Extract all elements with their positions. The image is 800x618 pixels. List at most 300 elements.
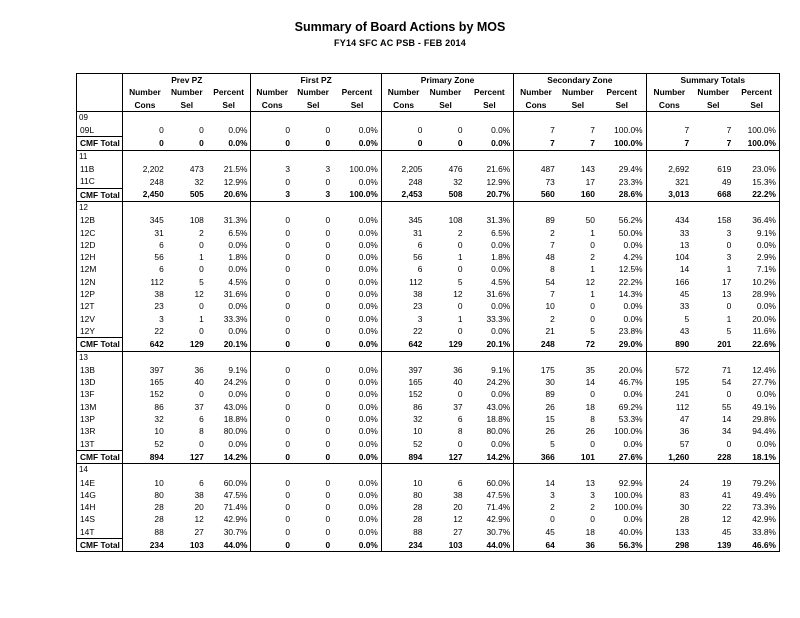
value-cell: 56 (154, 252, 164, 263)
mos-label: 13F (77, 388, 123, 400)
value-cell: 0.0% (207, 388, 251, 400)
value-cell: 0.0% (466, 325, 514, 338)
value-cell: 1 (199, 313, 204, 324)
value-cell: 6 (457, 414, 463, 425)
value-cell: 9.1% (466, 364, 514, 376)
empty-cell (734, 351, 779, 364)
empty-cell (692, 351, 734, 364)
value-cell: 52 (413, 438, 423, 449)
value-cell: 0 (325, 401, 331, 412)
total-value-cell: 0 (293, 137, 333, 150)
value-cell: 37 (453, 401, 463, 412)
value-cell: 104 (675, 252, 690, 263)
sub-header-cell: Cons (514, 99, 558, 112)
total-value-cell: 20.1% (466, 338, 514, 351)
empty-cell (598, 150, 646, 163)
total-value-cell: 27.6% (598, 450, 646, 463)
value-cell: 0 (726, 239, 732, 250)
value-cell: 100.0% (598, 489, 646, 501)
value-cell: 0 (285, 313, 291, 324)
total-value-cell: 139 (692, 538, 734, 551)
value-cell: 40.0% (598, 526, 646, 539)
value-cell: 43.0% (466, 401, 514, 413)
empty-cell (734, 111, 779, 124)
sub-header-cell: Cons (646, 99, 692, 112)
value-cell: 473 (189, 164, 204, 175)
sub-header-cell: Number (170, 87, 203, 98)
value-cell: 5 (550, 438, 555, 449)
value-cell: 14 (721, 414, 732, 425)
value-cell: 13 (721, 289, 732, 300)
total-value-cell: 1,260 (646, 450, 692, 463)
mos-label: 11B (77, 163, 123, 175)
sub-header-cell: Number (129, 87, 161, 98)
mos-label: 12C (77, 227, 123, 239)
value-cell: 10 (413, 426, 423, 437)
empty-cell (381, 111, 425, 124)
total-value-cell: 64 (514, 538, 558, 551)
mos-row (77, 313, 780, 325)
total-value-cell: 0 (251, 538, 293, 551)
empty-cell (692, 201, 734, 214)
value-cell: 32 (154, 414, 164, 425)
value-cell: 31 (413, 227, 423, 238)
value-cell: 6 (417, 239, 423, 250)
empty-cell (251, 351, 293, 364)
value-cell: 158 (717, 215, 732, 226)
empty-cell (466, 150, 514, 163)
value-cell: 36 (194, 364, 204, 375)
value-cell: 0 (285, 264, 291, 275)
empty-cell (381, 150, 425, 163)
value-cell: 2.9% (734, 251, 779, 263)
value-cell: 0 (325, 276, 331, 287)
value-cell: 100.0% (598, 425, 646, 437)
empty-cell (333, 150, 381, 163)
value-cell: 0 (325, 125, 331, 136)
sub-header-cell: Number (520, 87, 552, 98)
value-cell: 22 (721, 502, 732, 513)
value-cell: 21.5% (207, 163, 251, 175)
value-cell: 0 (590, 239, 595, 250)
value-cell: 86 (154, 401, 164, 412)
total-value-cell: 0 (167, 137, 207, 150)
value-cell: 0.0% (333, 376, 381, 388)
value-cell: 166 (675, 276, 690, 287)
value-cell: 0 (285, 227, 291, 238)
value-cell: 0 (457, 239, 463, 250)
total-value-cell: 56.3% (598, 538, 646, 551)
value-cell: 1 (590, 264, 595, 275)
value-cell: 14 (679, 264, 690, 275)
mos-row (77, 413, 780, 425)
mos-label: 13R (77, 425, 123, 437)
value-cell: 47.5% (207, 489, 251, 501)
value-cell: 17 (721, 276, 732, 287)
value-cell: 89 (545, 215, 555, 226)
value-cell: 80.0% (207, 425, 251, 437)
empty-cell (466, 111, 514, 124)
value-cell: 28 (413, 514, 423, 525)
value-cell: 49.4% (734, 489, 779, 501)
value-cell: 0.0% (734, 300, 779, 312)
value-cell: 0.0% (598, 239, 646, 251)
value-cell: 5 (590, 326, 595, 337)
value-cell: 2,205 (401, 164, 423, 175)
empty-cell (293, 351, 333, 364)
value-cell: 0 (285, 301, 291, 312)
empty-cell (598, 111, 646, 124)
sub-header-cell: Number (387, 87, 420, 98)
value-cell: 397 (149, 364, 164, 375)
value-cell: 0 (285, 326, 291, 337)
empty-cell (123, 111, 167, 124)
value-cell: 73 (545, 176, 555, 187)
value-cell: 0.0% (598, 388, 646, 400)
sub-header-cell: Sel (293, 99, 333, 112)
mos-row (77, 325, 780, 338)
value-cell: 1.8% (466, 251, 514, 263)
mos-label: 12Y (77, 325, 123, 338)
value-cell: 0 (285, 215, 291, 226)
empty-cell (381, 464, 425, 477)
value-cell: 143 (580, 164, 595, 175)
empty-cell (293, 111, 333, 124)
value-cell: 165 (149, 377, 164, 388)
sub-header-cell: Percent (333, 86, 381, 98)
empty-cell (333, 351, 381, 364)
column-group-header: Prev PZ (123, 74, 251, 87)
sub-header-cell: Sel (333, 99, 381, 112)
value-cell: 28 (413, 502, 423, 513)
value-cell: 30.7% (466, 526, 514, 539)
value-cell: 0 (199, 239, 204, 250)
value-cell: 6 (199, 414, 204, 425)
value-cell: 0 (726, 389, 732, 400)
empty-cell (558, 201, 598, 214)
value-cell: 80 (154, 489, 164, 500)
value-cell: 0.0% (598, 300, 646, 312)
value-cell: 0.0% (333, 513, 381, 525)
value-cell: 42.9% (466, 513, 514, 525)
value-cell: 0 (285, 502, 291, 513)
total-value-cell: 129 (167, 338, 207, 351)
total-value-cell: 3 (293, 188, 333, 201)
value-cell: 0.0% (333, 401, 381, 413)
value-cell: 0.0% (333, 263, 381, 275)
value-cell: 8 (199, 426, 204, 437)
column-group-header: First PZ (251, 74, 381, 87)
value-cell: 0 (325, 239, 331, 250)
sub-header-cell: Sel (167, 99, 207, 112)
total-value-cell: 0 (293, 450, 333, 463)
value-cell: 11.6% (734, 325, 779, 338)
value-cell: 3 (325, 164, 331, 175)
empty-cell (646, 111, 692, 124)
empty-cell (646, 464, 692, 477)
value-cell: 15 (545, 414, 555, 425)
empty-cell (514, 464, 558, 477)
value-cell: 0 (199, 326, 204, 337)
mos-row (77, 489, 780, 501)
value-cell: 2 (550, 502, 555, 513)
value-cell: 12.9% (466, 175, 514, 188)
empty-cell (425, 464, 465, 477)
value-cell: 3 (590, 489, 595, 500)
value-cell: 28 (154, 514, 164, 525)
value-cell: 112 (675, 401, 690, 412)
mos-label: 13M (77, 401, 123, 413)
value-cell: 88 (154, 526, 164, 537)
value-cell: 21.6% (466, 163, 514, 175)
value-cell: 89 (545, 389, 555, 400)
value-cell: 23.3% (598, 175, 646, 188)
value-cell: 0 (325, 426, 331, 437)
total-value-cell: 642 (381, 338, 425, 351)
value-cell: 0 (457, 438, 463, 449)
total-value-cell: 160 (558, 188, 598, 201)
mos-label: 14T (77, 526, 123, 539)
mos-row (77, 364, 780, 376)
mos-row (77, 438, 780, 451)
value-cell: 0 (285, 489, 291, 500)
value-cell: 7 (550, 289, 555, 300)
empty-cell (598, 351, 646, 364)
total-value-cell: 0 (251, 137, 293, 150)
sub-header-cell: Sel (598, 99, 646, 112)
value-cell: 487 (540, 164, 555, 175)
mos-row (77, 239, 780, 251)
value-cell: 0 (325, 514, 331, 525)
value-cell: 0.0% (466, 124, 514, 137)
value-cell: 50.0% (598, 227, 646, 239)
empty-cell (333, 464, 381, 477)
value-cell: 15.3% (734, 175, 779, 188)
empty-cell (734, 464, 779, 477)
total-value-cell: 0 (381, 137, 425, 150)
value-cell: 45 (545, 526, 555, 537)
value-cell: 1 (457, 313, 463, 324)
value-cell: 52 (154, 438, 164, 449)
value-cell: 31.6% (466, 288, 514, 300)
cmf-group-row (77, 111, 780, 124)
value-cell: 73.3% (734, 501, 779, 513)
mos-label: 12T (77, 300, 123, 312)
value-cell: 1 (726, 313, 732, 324)
total-value-cell: 366 (514, 450, 558, 463)
empty-cell (251, 201, 293, 214)
mos-label: 13D (77, 376, 123, 388)
mos-label: 13P (77, 413, 123, 425)
total-value-cell: 3,013 (646, 188, 692, 201)
value-cell: 2 (457, 227, 463, 238)
value-cell: 345 (149, 215, 164, 226)
value-cell: 0 (590, 514, 595, 525)
value-cell: 0.0% (466, 438, 514, 451)
value-cell: 0.0% (333, 300, 381, 312)
cmf-group-label: 12 (77, 201, 123, 214)
mos-row (77, 163, 780, 175)
value-cell: 20 (453, 502, 463, 513)
value-cell: 31.3% (207, 214, 251, 226)
value-cell: 14.3% (598, 288, 646, 300)
value-cell: 0 (285, 364, 291, 375)
value-cell: 0 (325, 364, 331, 375)
value-cell: 0.0% (466, 263, 514, 275)
empty-cell (207, 150, 251, 163)
empty-cell (734, 201, 779, 214)
cmf-group-row (77, 464, 780, 477)
value-cell: 0.0% (333, 276, 381, 288)
sub-header-cell: Sel (692, 99, 734, 112)
value-cell: 0.0% (466, 239, 514, 251)
value-cell: 1 (457, 252, 463, 263)
column-group-header: Secondary Zone (514, 74, 646, 87)
mos-label: 12H (77, 251, 123, 263)
cmf-group-label: 13 (77, 351, 123, 364)
empty-cell (293, 464, 333, 477)
empty-cell (333, 201, 381, 214)
empty-cell (466, 351, 514, 364)
total-value-cell: 228 (692, 450, 734, 463)
mos-label: 09L (77, 124, 123, 137)
value-cell: 0 (285, 426, 291, 437)
sub-header-cell: Number (697, 87, 730, 98)
cmf-total-label: CMF Total (77, 338, 123, 351)
value-cell: 152 (149, 389, 164, 400)
value-cell: 0.0% (333, 288, 381, 300)
total-value-cell: 44.0% (207, 538, 251, 551)
value-cell: 48 (545, 252, 555, 263)
value-cell: 0 (325, 215, 331, 226)
value-cell: 12 (721, 514, 732, 525)
empty-cell (514, 111, 558, 124)
value-cell: 43 (679, 326, 690, 337)
value-cell: 33.3% (207, 313, 251, 325)
value-cell: 7 (726, 125, 732, 136)
value-cell: 2 (590, 252, 595, 263)
mos-row (77, 227, 780, 239)
value-cell: 0 (285, 414, 291, 425)
value-cell: 56 (413, 252, 423, 263)
value-cell: 10 (413, 477, 423, 488)
value-cell: 12 (453, 514, 463, 525)
empty-cell (425, 111, 465, 124)
mos-row (77, 214, 780, 226)
value-cell: 7 (590, 125, 595, 136)
value-cell: 0.0% (734, 438, 779, 451)
empty-cell (646, 351, 692, 364)
mos-label: 12D (77, 239, 123, 251)
empty-cell (692, 464, 734, 477)
mos-label: 12B (77, 214, 123, 226)
empty-cell (466, 201, 514, 214)
sub-header-cell: Sel (207, 99, 251, 112)
value-cell: 0 (325, 326, 331, 337)
value-cell: 112 (409, 276, 423, 287)
total-value-cell: 894 (381, 450, 425, 463)
value-cell: 3 (550, 489, 555, 500)
value-cell: 0.0% (333, 489, 381, 501)
total-value-cell: 20.7% (466, 188, 514, 201)
value-cell: 7 (684, 125, 690, 136)
value-cell: 100.0% (333, 163, 381, 175)
empty-cell (514, 351, 558, 364)
mos-row (77, 526, 780, 539)
value-cell: 0 (325, 264, 331, 275)
value-cell: 26 (545, 426, 555, 437)
sub-header-cell: Sel (466, 99, 514, 112)
value-cell: 195 (675, 377, 690, 388)
value-cell: 42.9% (207, 513, 251, 525)
empty-cell (646, 201, 692, 214)
value-cell: 22 (154, 326, 164, 337)
value-cell: 80.0% (466, 425, 514, 437)
cmf-total-row (77, 188, 780, 201)
value-cell: 47.5% (466, 489, 514, 501)
value-cell: 0.0% (333, 438, 381, 451)
value-cell: 0.0% (333, 526, 381, 539)
value-cell: 3 (726, 227, 732, 238)
value-cell: 0.0% (333, 425, 381, 437)
value-cell: 100.0% (734, 124, 779, 137)
value-cell: 2 (550, 227, 555, 238)
value-cell: 28 (154, 502, 164, 513)
value-cell: 30 (545, 377, 555, 388)
total-value-cell: 46.6% (734, 538, 779, 551)
total-value-cell: 7 (558, 137, 598, 150)
value-cell: 27.7% (734, 376, 779, 388)
value-cell: 0.0% (207, 239, 251, 251)
total-value-cell: 44.0% (466, 538, 514, 551)
empty-cell (466, 464, 514, 477)
value-cell: 0.0% (333, 251, 381, 263)
total-value-cell: 127 (425, 450, 465, 463)
value-cell: 53.3% (598, 413, 646, 425)
mos-row (77, 175, 780, 188)
value-cell: 0 (457, 389, 463, 400)
value-cell: 13 (679, 239, 690, 250)
cmf-total-label: CMF Total (77, 538, 123, 551)
cmf-group-row (77, 150, 780, 163)
value-cell: 0.0% (333, 313, 381, 325)
value-cell: 10 (154, 426, 164, 437)
total-value-cell: 0 (293, 538, 333, 551)
value-cell: 0.0% (333, 325, 381, 338)
empty-cell (123, 351, 167, 364)
value-cell: 23.8% (598, 325, 646, 338)
mos-row (77, 263, 780, 275)
value-cell: 0 (285, 289, 291, 300)
value-cell: 49.1% (734, 401, 779, 413)
value-cell: 31.6% (207, 288, 251, 300)
value-cell: 33.3% (466, 313, 514, 325)
value-cell: 17 (585, 176, 595, 187)
value-cell: 7 (550, 239, 555, 250)
value-cell: 2 (550, 313, 555, 324)
value-cell: 10.2% (734, 276, 779, 288)
total-value-cell: 0.0% (333, 538, 381, 551)
value-cell: 248 (408, 176, 423, 187)
value-cell: 0 (325, 377, 331, 388)
value-cell: 29.8% (734, 413, 779, 425)
total-value-cell: 560 (514, 188, 558, 201)
value-cell: 165 (408, 377, 423, 388)
value-cell: 86 (413, 401, 423, 412)
cmf-total-label: CMF Total (77, 450, 123, 463)
empty-cell (514, 150, 558, 163)
cmf-group-label: 11 (77, 150, 123, 163)
